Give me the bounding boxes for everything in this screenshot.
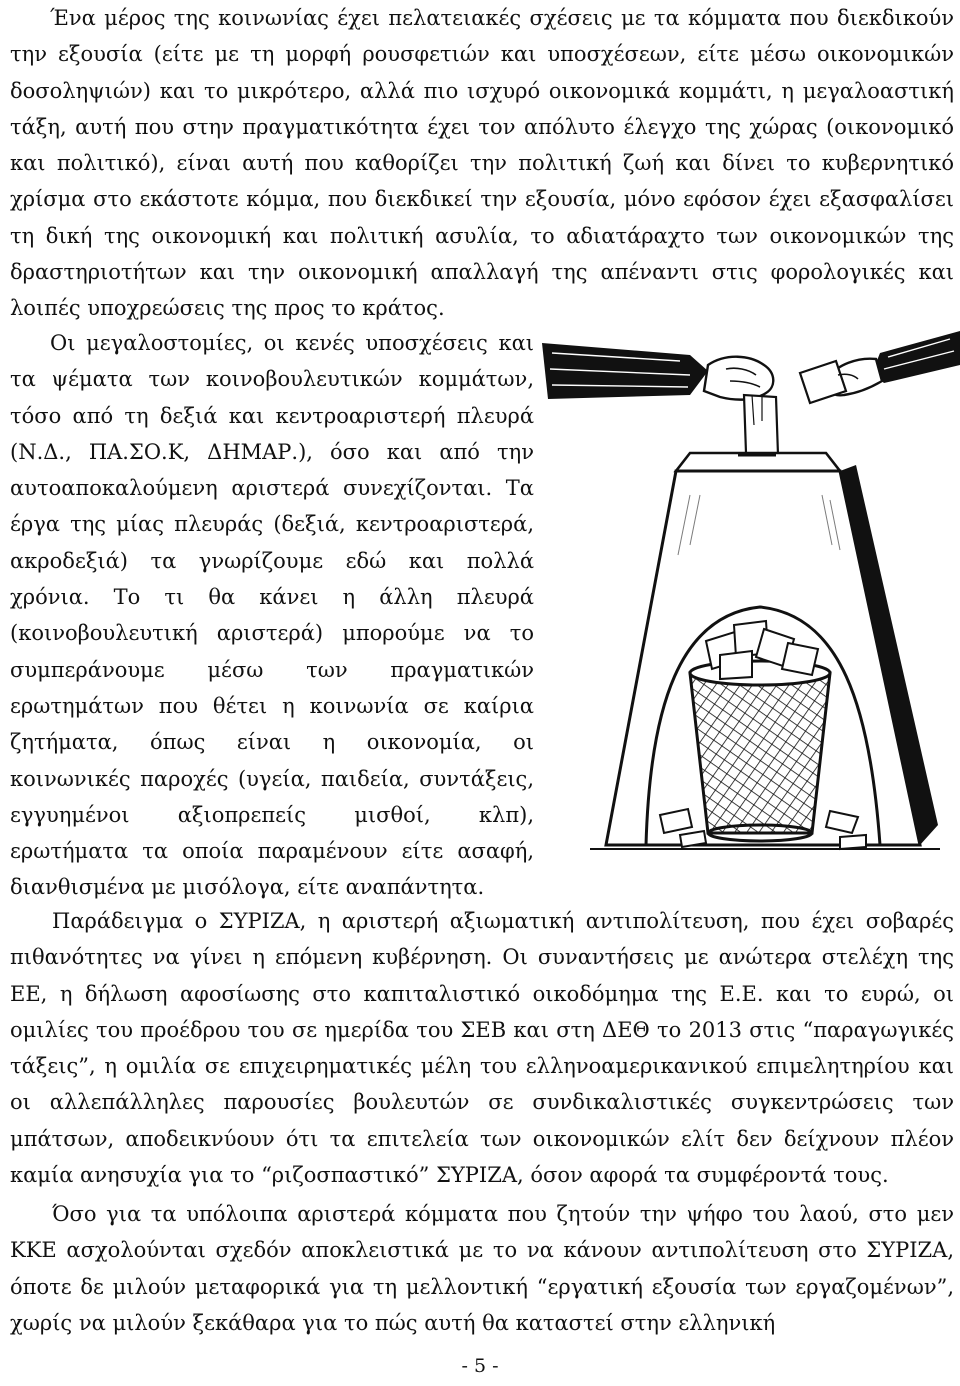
left-hand-icon [542,343,778,455]
waste-basket [690,661,830,841]
page-number: - 5 - [461,1355,499,1377]
paragraph-3: Παράδειγμα ο ΣΥΡΙΖΑ, η αριστερή αξιωματική αντιπολίτευση, που έχει σοβαρές πιθανότητες να γίνει η επόμενη κυβέρνηση. Οι συναντήσεις με ανώτερα στελέχη της ΕΕ, η δήλωση αφοσίωσης στο καπιταλιστικό οικοδόμημα της Ε.Ε. και το ευρώ, οι ομιλίες του προέδρου του σε ημερίδα του ΣΕΒ και στη ΔΕΘ το 2013 στις “παραγωγικές τάξεις”, η ομιλία σε επιχειρηματικές μέλη του ελληνοαμερικανικού επιμελητηρίου και οι αλλεπάλληλες παρουσίες βουλευτών σε συνδικαλιστικές συγκεντρώσεις των μπάτσων, αποδεικνύουν ότι τα επιτελεία των οικονομικών ελίτ δεν δείχνουν πλέον καμία ανησυχία για το “ριζοσπαστικό” ΣΥΡΙΖΑ, όσον αφορά τα συμφέροντά τους. [10,909,954,1188]
ballot-box-illustration [540,325,960,885]
paragraph-1: Ένα μέρος της κοινωνίας έχει πελατειακές σχέσεις με τα κόμματα που διεκδικούν την εξουσία (είτε με τη μορφή ρουσφετιών και υποσχέσεων, είτε μέσω οικονομικών δοσοληψιών) και το μικρότερο, αλλά πιο ισχυρό οικονομικά κομμάτι, η μεγαλοαστική τάξη, αυτή που στην πραγματικότητα έχει τον απόλυτο έλεγχο της χώρας (οικονομικό και πολιτικό), είναι αυτή που καθορίζει την πολιτική ζωή και δίνει το κυβερνητικό χρίσμα στο εκάστοτε κόμμα, που διεκδικεί την εξουσία, μόνο εφόσον έχει εξασφαλίσει τη δική της οικονομική και πολιτική ασυλία, το αδιατάραχτο των οικονομικών της δραστηριοτήτων και την οικονομική απαλλαγή της απέναντι στις φορολογικές και λοιπές υποχρεώσεις της προς το κράτος. [10,6,954,321]
paragraph-2: Οι μεγαλοστομίες, οι κενές υποσχέσεις και τα ψέματα των κοινοβουλευτικών κομμάτων, τόσο από τη δεξιά και κεντροαριστερή πλευρά (Ν.Δ., ΠΑ.ΣΟ.Κ, ΔΗΜΑΡ.), όσο και από την αυτοαποκαλούμενη αριστερά συνεχίζονται. Τα έργα της μίας πλευράς (δεξιά, κεντροαριστερά, ακροδεξιά) τα γνωρίζουμε εδώ και πολλά χρόνια. Το τι θα κάνει η άλλη πλευρά (κοινοβουλευτική αριστερά) μπορούμε να το συμπεράνουμε μέσω των πραγματικών ερωτημάτων που θέτει η κοινωνία σε καίρια ζητήματα, όπως είναι η οικονομία, οι κοινωνικές παροχές (υγεία, παιδεία, συντάξεις, εγγυημένοι αξιοπρεπείς μισθοί, κλπ), ερωτήματα τα οποία παραμένουν είτε ασαφή, διανθισμένα με μισόλογα, είτε αναπάντητα. [10,331,534,900]
paragraph-4: Όσο για τα υπόλοιπα αριστερά κόμματα που ζητούν την ψήφο του λαού, στο μεν ΚΚΕ ασχολούνται σχεδόν αποκλειστικά με το να κάνουν αντιπολίτευση στο ΣΥΡΙΖΑ, όποτε δε μιλούν μεταφορικά για τη μελλοντική “εργατική εξουσία των εργαζομένων”, χωρίς να μιλούν ξεκάθαρα για το πώς αυτή θα καταστεί στην ελληνική [10,1202,954,1335]
right-hand-icon [800,331,960,403]
